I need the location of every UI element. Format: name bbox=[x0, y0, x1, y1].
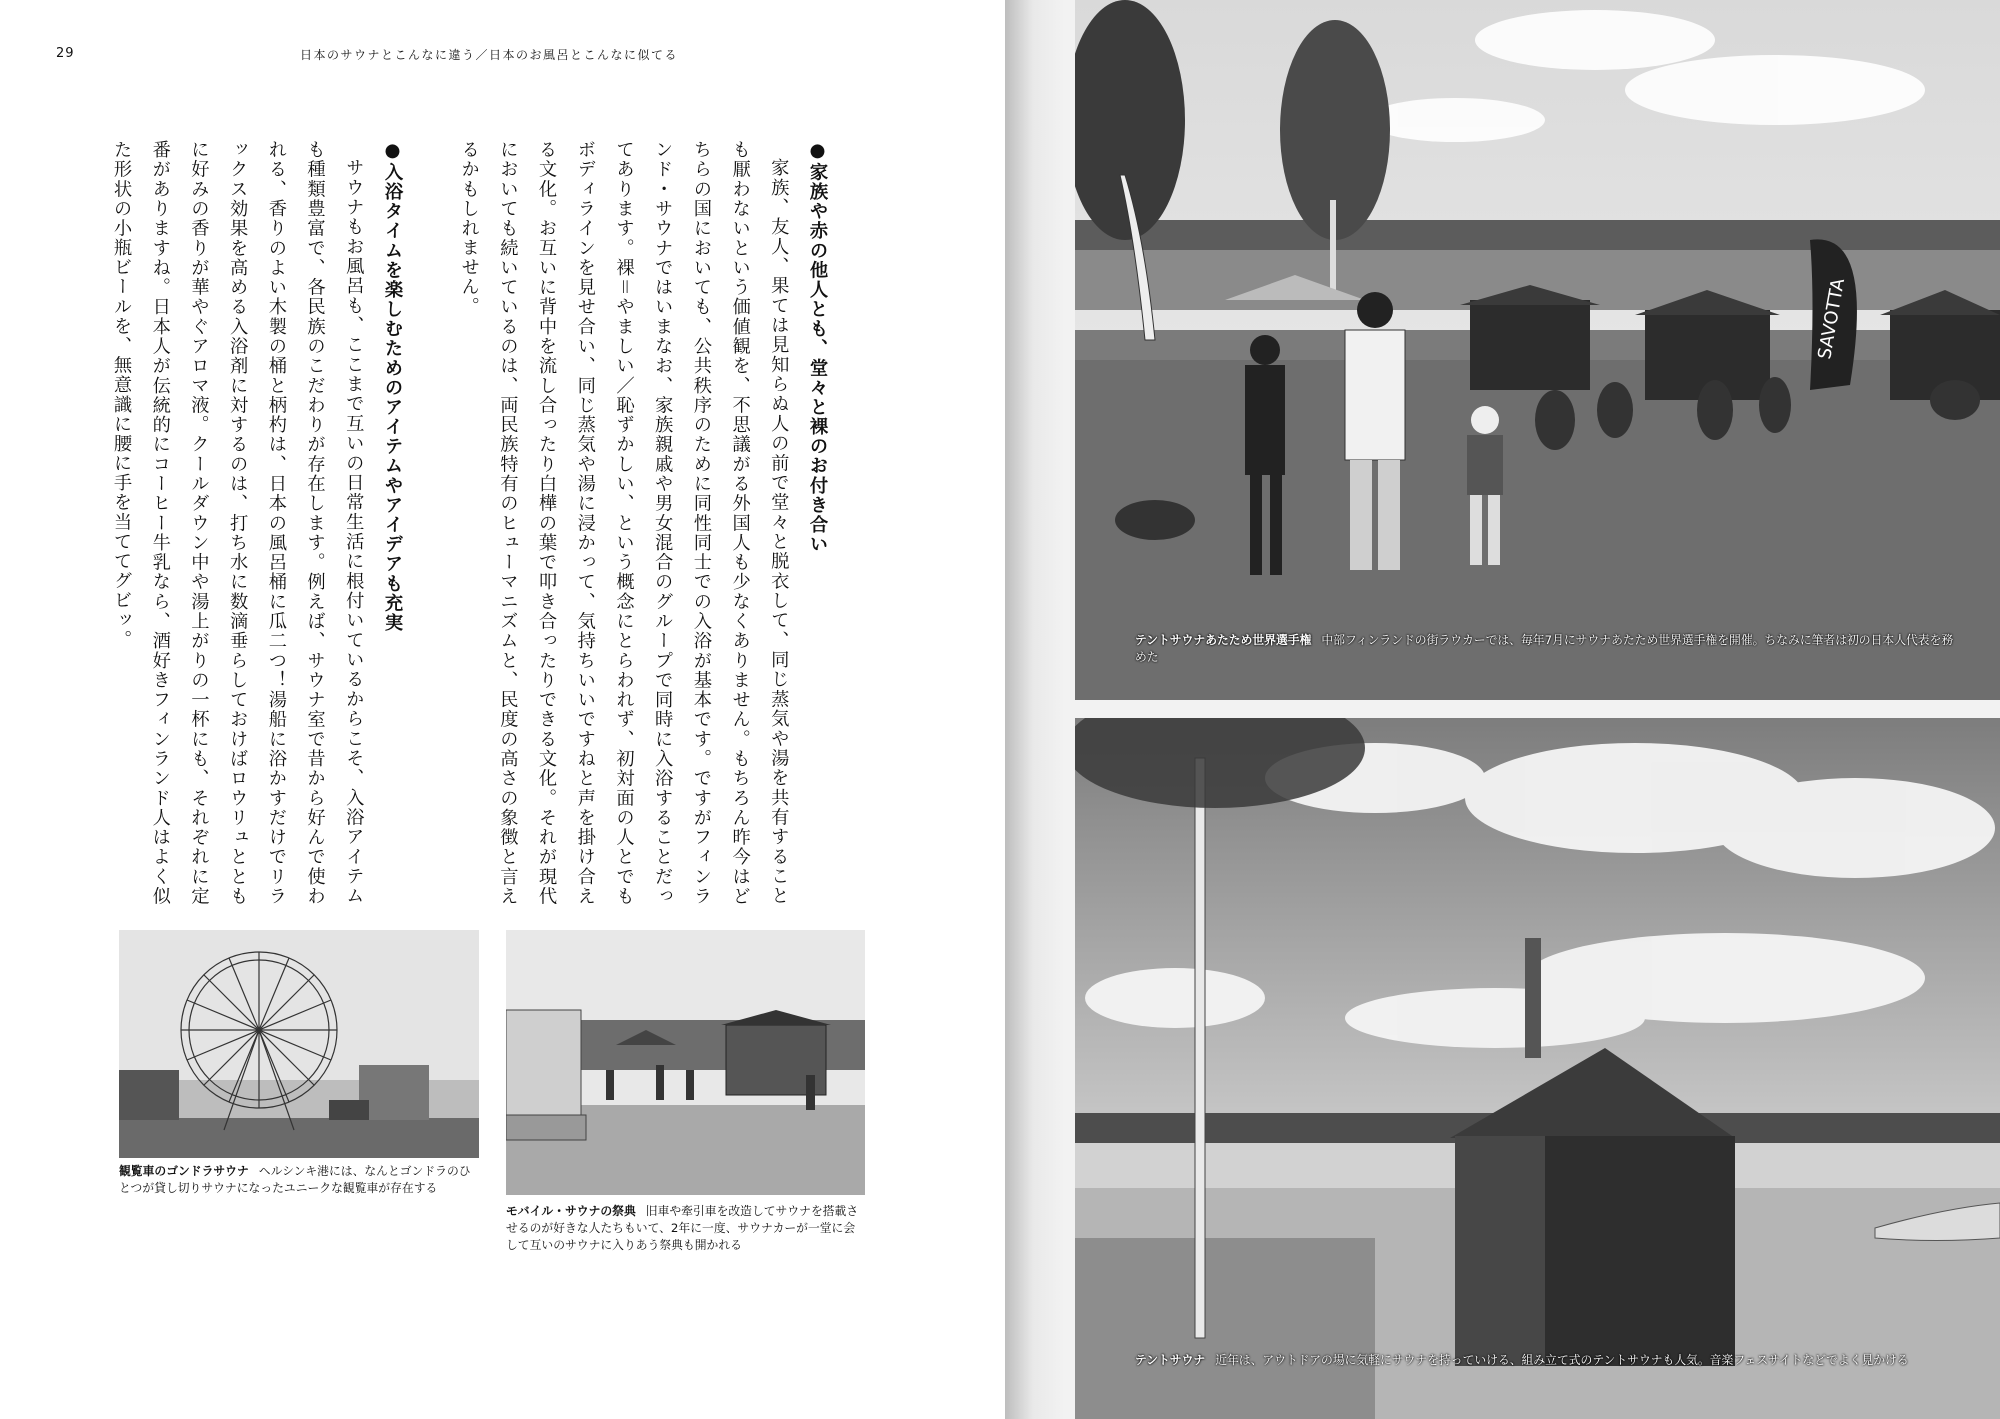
ferris-wheel-photo bbox=[119, 930, 479, 1158]
championship-caption bbox=[1135, 632, 1955, 666]
section1-text: 家族、友人、果ては見知らぬ人の前で堂々と脱衣して、同じ蒸気や湯を共有することも厭わないという価値観を、不思議がる外国人も少なくありません。もちろん昨今はどちらの国においても、公共秩序のために同性同士での入浴が基本です。ですがフィンランド・サウナではいまなお、家族親戚や男女混合のグループで同時に入浴することだってあります。裸＝やましい／恥ずかしい、という概念にとらわれず、初対面の人とでもボディラインを見せ合い、同じ蒸気や湯に浸かって、気持ちいいですねと声を掛け合える文化。お互いに背中を流し合ったり白樺の葉で叩き合ったりできる文化。それが現代においても続いているのは、両民族特有のヒューマニズムと、民度の高さの象徴と言えるかもしれません。 bbox=[458, 140, 790, 906]
mobile-caption-text: 旧車や牽引車を改造してサウナを搭載させるのが好きな人たちもいて、2年に一度、サウナカーが一堂に会して互いのサウナに入りあう祭典も開かれる bbox=[506, 1204, 859, 1252]
tent-caption-text: 近年は、アウトドアの場に気軽にサウナを持っていける、組み立て式のテントサウナも人気。音楽フェスサイトなどでよく見かける bbox=[1215, 1353, 1909, 1367]
tent-sauna-caption bbox=[1135, 1352, 1965, 1369]
mobile-caption-title: モバイル・サウナの祭典 bbox=[506, 1204, 636, 1218]
article-body bbox=[104, 140, 836, 906]
ferris-caption-title: 観覧車のゴンドラサウナ bbox=[119, 1164, 249, 1178]
right-page bbox=[1005, 0, 2000, 1419]
savotta-banner-text: SAVOTTA bbox=[1814, 276, 1850, 361]
championship-caption-text: 中部フィンランドの街ラウカーでは、毎年7月にサウナあたため世界選手権を開催。ちなみに筆者は初の日本人代表を務めた bbox=[1135, 633, 1954, 664]
section2-text: サウナもお風呂も、ここまで互いの日常生活に根付いているからこそ、入浴アイテムも種類豊富で、各民族のこだわりが存在します。例えば、サウナ室で昔から好んで使われる、香りのよい木製の桶と柄杓は、日本の風呂桶に瓜二つ！湯船に浴かすだけでリラックス効果を高める入浴剤に対するのは、打ち水に数滴垂らしておけばロウリュとともに好みの香りが華やぐアロマ液。クールダウン中や湯上がりの一杯にも、それぞれに定番がありますね。日本人が伝統的にコーヒー牛乳なら、酒好きフィンランド人はよく似た形状の小瓶ビールを、無意識に腰に手を当ててグビッ。 bbox=[111, 140, 365, 906]
championship-photo bbox=[1075, 0, 2000, 700]
ferris-wheel-caption bbox=[119, 1163, 481, 1197]
section-gap bbox=[411, 140, 449, 906]
mobile-sauna-caption bbox=[506, 1203, 866, 1254]
tent-sauna-photo bbox=[1075, 718, 2000, 1419]
championship-caption-title: テントサウナあたため世界選手権 bbox=[1135, 633, 1312, 647]
running-head: 日本のサウナとこんなに違う／日本のお風呂とこんなに似てる bbox=[300, 48, 679, 62]
mobile-sauna-photo bbox=[506, 930, 865, 1195]
ferris-caption-text: ヘルシンキ港には、なんとゴンドラのひとつが貸し切りサウナになったユニークな観覧車が存在する bbox=[119, 1164, 471, 1195]
section2-heading: ●入浴タイムを楽しむためのアイテムやアイデアも充実 bbox=[381, 140, 403, 633]
section1-heading: ●家族や赤の他人とも、堂々と裸のお付き合い bbox=[807, 140, 828, 555]
tent-caption-title: テントサウナ bbox=[1135, 1353, 1206, 1367]
page-number: 29 bbox=[56, 46, 75, 61]
